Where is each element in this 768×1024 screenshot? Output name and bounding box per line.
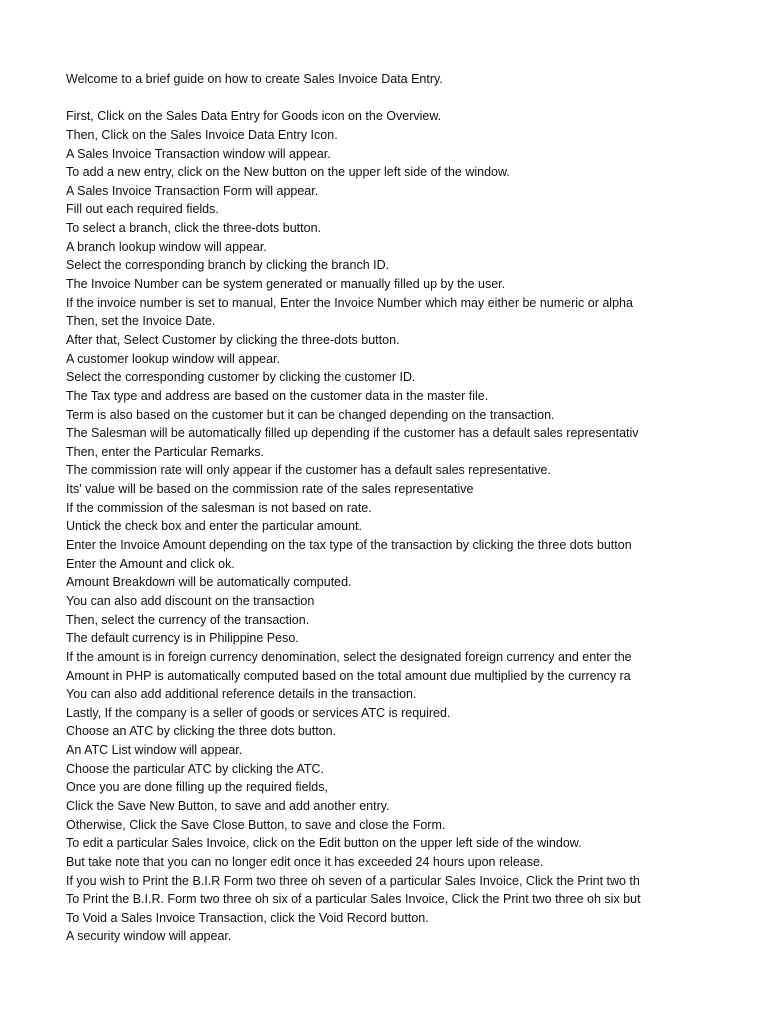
instruction-line: Select the corresponding customer by clicking the customer ID.: [66, 370, 416, 385]
instruction-line: The commission rate will only appear if the customer has a default sales representative.: [66, 463, 551, 478]
instruction-line: Its' value will be based on the commission rate of the sales representative: [66, 482, 474, 497]
instruction-line: Choose the particular ATC by clicking the ATC.: [66, 761, 324, 776]
instruction-line: Choose an ATC by clicking the three dots button.: [66, 724, 337, 739]
instruction-line: Untick the check box and enter the particular amount.: [66, 519, 362, 534]
document-body: [66, 70, 647, 946]
instruction-line: You can also add additional reference details in the transaction.: [66, 687, 417, 702]
instruction-line: The default currency is in Philippine Peso.: [66, 631, 299, 646]
instruction-list: [66, 107, 647, 946]
instruction-line: If you wish to Print the B.I.R Form two three oh seven of a particular Sales Invoice, Click the Print two th: [66, 873, 640, 888]
instruction-line: A Sales Invoice Transaction Form will appear.: [66, 183, 319, 198]
instruction-line: If the invoice number is set to manual, Enter the Invoice Number which may either be numeric or alpha: [66, 295, 633, 310]
instruction-line: To Void a Sales Invoice Transaction, click the Void Record button.: [66, 910, 429, 925]
instruction-line: Then, Click on the Sales Invoice Data Entry Icon.: [66, 127, 338, 142]
instruction-line: To edit a particular Sales Invoice, click on the Edit button on the upper left side of the window.: [66, 836, 582, 851]
instruction-line: If the commission of the salesman is not based on rate.: [66, 500, 372, 515]
instruction-line: Term is also based on the customer but it can be changed depending on the transaction.: [66, 407, 555, 422]
instruction-line: A Sales Invoice Transaction window will appear.: [66, 146, 331, 161]
instruction-line: The Invoice Number can be system generated or manually filled up by the user.: [66, 277, 506, 292]
instruction-line: A security window will appear.: [66, 929, 232, 944]
instruction-line: To add a new entry, click on the New button on the upper left side of the window.: [66, 165, 510, 180]
instruction-line: Amount Breakdown will be automatically computed.: [66, 575, 352, 590]
instruction-line: Click the Save New Button, to save and add another entry.: [66, 798, 390, 813]
instruction-line: Otherwise, Click the Save Close Button, to save and close the Form.: [66, 817, 446, 832]
instruction-line: Then, select the currency of the transaction.: [66, 612, 310, 627]
instruction-line: If the amount is in foreign currency denomination, select the designated foreign currency and enter the: [66, 649, 632, 664]
instruction-line: To Print the B.I.R. Form two three oh six of a particular Sales Invoice, Click the Print two three oh six but: [66, 892, 641, 907]
instruction-line: Enter the Invoice Amount depending on the tax type of the transaction by clicking the three dots button: [66, 538, 632, 553]
instruction-line: An ATC List window will appear.: [66, 743, 243, 758]
instruction-line: You can also add discount on the transaction: [66, 593, 315, 608]
instruction-line: To select a branch, click the three-dots button.: [66, 221, 321, 236]
instruction-line: A branch lookup window will appear.: [66, 239, 267, 254]
instruction-line: Fill out each required fields.: [66, 202, 219, 217]
instruction-line: Then, set the Invoice Date.: [66, 314, 216, 329]
instruction-line: Enter the Amount and click ok.: [66, 556, 235, 571]
intro-line: Welcome to a brief guide on how to create Sales Invoice Data Entry.: [66, 72, 443, 86]
instruction-line: The Salesman will be automatically filled up depending if the customer has a default sales representativ: [66, 426, 639, 441]
instruction-line: Then, enter the Particular Remarks.: [66, 444, 264, 459]
instruction-line: Lastly, If the company is a seller of goods or services ATC is required.: [66, 705, 451, 720]
instruction-line: The Tax type and address are based on the customer data in the master file.: [66, 388, 489, 403]
instruction-line: Select the corresponding branch by clicking the branch ID.: [66, 258, 390, 273]
instruction-line: A customer lookup window will appear.: [66, 351, 281, 366]
instruction-line: First, Click on the Sales Data Entry for Goods icon on the Overview.: [66, 109, 442, 124]
instruction-line: But take note that you can no longer edit once it has exceeded 24 hours upon release.: [66, 854, 544, 869]
instruction-line: After that, Select Customer by clicking the three-dots button.: [66, 332, 400, 347]
instruction-line: Amount in PHP is automatically computed based on the total amount due multiplied by the currency ra: [66, 668, 631, 683]
instruction-line: Once you are done filling up the required fields,: [66, 780, 328, 795]
